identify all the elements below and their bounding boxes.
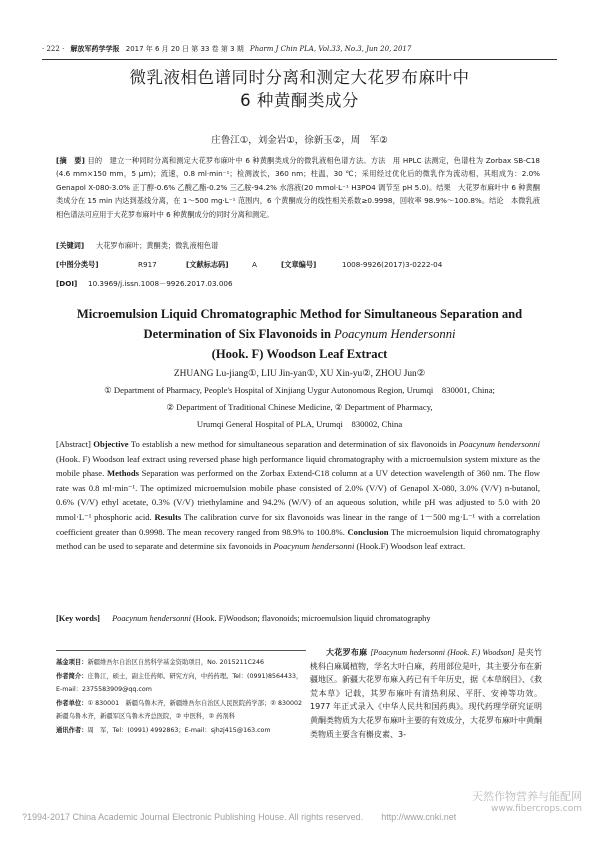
- article-no-label: [文章编号]: [281, 260, 317, 269]
- doi-row: [56, 279, 540, 292]
- title-en-line-2-text: Determination of Six Flavonoids in: [143, 327, 335, 341]
- page-number: · 222 ·: [42, 45, 65, 53]
- clc-value: R917: [138, 260, 157, 269]
- keywords-en-species: Poacynum hendersonni: [112, 614, 191, 623]
- keywords-en-text: (Hook. F)Woodson; flavonoids; microemulsion liquid chromatography: [193, 614, 431, 623]
- footnotes: [56, 656, 309, 737]
- fund-label: 基金项目：: [56, 659, 88, 666]
- abstract-cn-label: [摘 要]: [56, 156, 85, 165]
- title-en-line-3: (Hook. F) Woodson Leaf Extract: [211, 347, 388, 361]
- keywords-cn-text: 大花罗布麻叶；黄酮类；微乳液相色谱: [96, 241, 219, 250]
- journal-name-en: Pharm J Chin PLA, Vol.33, No.3, Jun 20, 2017: [249, 45, 412, 53]
- body-lead: 大花罗布麻: [326, 648, 368, 657]
- unit-text: ① 830001 新疆乌鲁木齐，新疆维吾尔自治区人民医院药学部；② 830002 新疆乌鲁木齐，新疆军区乌鲁木齐总医院，② 中医科，② 药剂科: [56, 699, 309, 720]
- abstract-en: [56, 437, 540, 554]
- objective-text-b: (Hook. F) Woodson leaf extract using reversed phase high performance liquid chromatography with a microemulsion system mixture as the mobile phase.: [56, 453, 540, 479]
- conclusion-text-a: The microemulsion liquid chromatography method can be used to separate and determine six favonoids in: [56, 526, 541, 552]
- objective-label: Objective: [93, 439, 129, 449]
- title-cn-line-1: 微乳液相色谱同时分离和测定大花罗布麻叶中: [129, 68, 470, 87]
- author-bio-text: 庄鲁江，硕士，副主任药师。研究方向，中药药理。Tel：(0991)8564433，E-mail：2375583909@qq.com: [56, 672, 303, 693]
- keywords-en-label: [Key words]: [56, 614, 100, 623]
- objective-species: Poacynum hendersonni: [458, 439, 540, 449]
- body-paragraph: [310, 646, 542, 741]
- results-label: Results: [154, 511, 182, 522]
- objective-text-a: To establish a new method for simultaneous separation and determination of six flavonoids in: [130, 439, 457, 449]
- corresponding-label: 通讯作者：: [56, 726, 88, 734]
- watermark-cn: 天然作物营养与能配网: [472, 790, 582, 803]
- abstract-cn: [56, 154, 540, 221]
- title-cn-line-2: 6 种黄酮类成分: [240, 91, 359, 110]
- body-text: 是夹竹桃科白麻属植物，学名大叶白麻，药用部位是叶，其主要分布在新疆地区。新疆大花罗布麻入药已有千年历史，据《本草纲目》、《救荒本草》记载，其罗布麻叶有清热利尿、平肝、安神等功效。1977 年正式录入《中华人民共和国药典》。现代药理学研究证明黄酮类物质为大花罗布麻叶主要的有效成分，大花罗布麻叶中黄酮类物质主要含有槲皮素、3-: [310, 648, 543, 739]
- keywords-cn: [56, 241, 540, 254]
- footnote-rule: [56, 650, 306, 651]
- unit-note: [56, 697, 309, 724]
- author-bio-label: 作者简介：: [56, 672, 88, 680]
- authors-en: ZHUANG Lu-jiang①, LIU Jin-yan①, XU Xin-yu②, ZHOU Jun②: [173, 369, 426, 379]
- issue-date-cn: 2017 年 6 月 20 日 第 33 卷 第 3 期: [125, 45, 244, 53]
- header-rule: [42, 59, 557, 60]
- copyright-footer: ?1994-2017 China Academic Journal Electronic Publishing House. All rights reserved. http://www.cnki.net: [22, 812, 457, 822]
- running-header: [42, 44, 557, 58]
- doi-label: [DOI]: [56, 279, 78, 288]
- affiliation-line-3: Urumqi General Hospital of PLA, Urumqi 830002, China: [196, 419, 403, 429]
- abstract-cn-text: 目的 建立一种同时分离和测定大花罗布麻叶中 6 种黄酮类成分的微乳液相色谱方法。方法 用 HPLC 法测定，色谱柱为 Zorbax SB-C18 (4.6 mm×150 mm，5 μm)；流速，0.8 ml·min⁻¹；检测波长，360 nm；柱温，30 ℃；采用经过优化后的微乳作为流动相，其组成为：2.0% Genapol X-080-3.0% 正丁醇-0.6% 乙酸乙酯-0.2% 三乙胺-94.2% 水溶液(20 mmol·L⁻¹ H3PO4 调节至 pH 5.0)。结果 大花罗布麻叶中 6 种黄酮类成分在 15 min 内达到基线分离，在 1～500 mg·L⁻¹ 范围内，6 个黄酮成分的线性相关系数≥0.9998，回收率 98.9%～100.8%。结论 本微乳液相色谱法可应用于大花罗布麻叶中 6 种黄酮成分的同时分离和测定。: [56, 156, 540, 219]
- clc-label: [中图分类号]: [56, 260, 99, 269]
- methods-label: Methods: [106, 468, 139, 479]
- affiliation-line-1: ① Department of Pharmacy, People's Hospital of Xinjiang Uygur Autonomous Region, Urumqi 830001, China;: [104, 385, 495, 395]
- watermark-url: www.fibercrops.com: [491, 804, 582, 814]
- keywords-cn-label: [关键词]: [56, 241, 85, 250]
- fund-text: 新疆维吾尔自治区自然科学基金资助项目，No. 2015211C246: [87, 659, 265, 666]
- title-en-species: Poacynum Hendersonni: [334, 327, 456, 341]
- author-note: [56, 670, 306, 697]
- doc-code-value: A: [252, 260, 257, 269]
- abstract-en-label: [Abstract]: [56, 439, 91, 449]
- conclusion-species: Poacynum hendersonni: [273, 541, 355, 552]
- body-species: [Poacynum hedersonni (Hook. F.) Woodson]: [370, 648, 515, 657]
- corresponding-text: 周 军，Tel：(0991) 4992863；E-mail：sjhzj415@163.com: [87, 726, 271, 734]
- results-text: The calibration curve for six flavonoids was linear in the range of 1－500 mg·L⁻¹ with a correlation coefficient greater than 0.9998. The mean recovery ranged from 98.9% to 100.8%.: [56, 511, 540, 537]
- title-en-line-2: [42, 324, 557, 344]
- unit-label: 作者单位：: [56, 699, 88, 707]
- authors-cn: 庄鲁江①，刘金岩①，徐新玉②，周 军②: [211, 135, 388, 146]
- title-en-line-1: Microemulsion Liquid Chromatographic Method for Simultaneous Separation and: [76, 307, 523, 321]
- affiliation-line-2: ② Department of Traditional Chinese Medicine, ② Department of Pharmacy,: [166, 402, 433, 412]
- fund-note: [56, 656, 306, 670]
- conclusion-text-b: (Hook.F) Woodson leaf extract.: [356, 541, 466, 552]
- keywords-en: [56, 614, 540, 623]
- journal-name-cn: 解放军药学学报: [70, 45, 120, 53]
- article-no-value: 1008-9926(2017)3-0222-04: [342, 260, 443, 269]
- methods-text: Separation was performed on the Zorbax Extend-C18 column at a UV detection wavelength of 360 nm. The flow rate was 0.8 ml·min⁻¹. The optimized microemulsion mobile phase consisted of 2.0% (V/V) of Genapol X-080, 3.0% (V/V) n-butanol, 0.6% (V/V) ethyl acetate, 0.3% (V/V) triethylamine and 94.2% (W/V) of an aqueous solution, while pH was adjusted to 5.0 with 20 mmol·L⁻¹ phosphoric acid.: [56, 468, 540, 522]
- doc-code-label: [文献标志码]: [186, 260, 229, 269]
- conclusion-label: Conclusion: [347, 526, 389, 537]
- corresponding-note: [56, 724, 306, 738]
- classification-row: [56, 260, 540, 273]
- doi-value: 10.3969/j.issn.1008－9926.2017.03.006: [88, 279, 233, 288]
